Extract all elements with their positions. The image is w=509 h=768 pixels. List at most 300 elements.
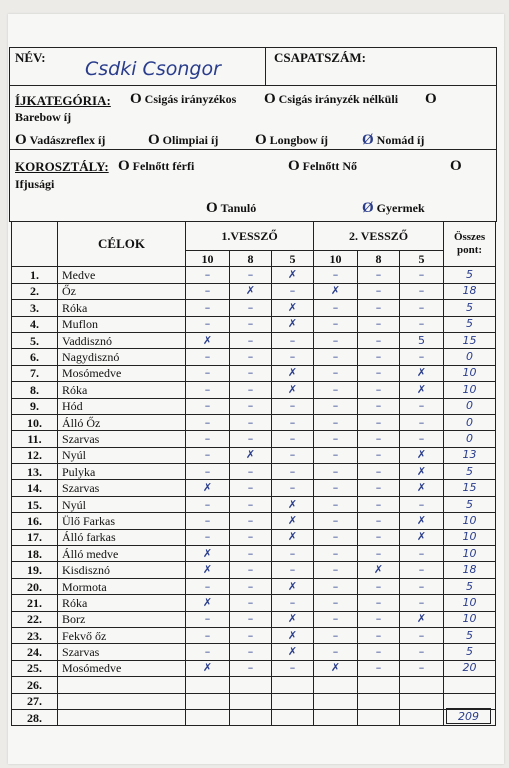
target-name: Kisdisznó xyxy=(58,562,186,578)
score-mark[interactable]: ✗ xyxy=(400,447,444,463)
score-mark[interactable]: – xyxy=(400,546,444,562)
row-total[interactable]: 5 xyxy=(444,316,496,332)
score-mark[interactable]: ✗ xyxy=(186,660,230,676)
score-mark[interactable]: – xyxy=(186,464,230,480)
score-mark[interactable]: ✗ xyxy=(400,365,444,381)
target-name: Álló farkas xyxy=(58,529,186,545)
row-number: 14. xyxy=(12,480,58,496)
row-total[interactable]: 15 xyxy=(444,332,496,348)
score-col-header: 10 xyxy=(186,251,230,267)
score-mark[interactable]: – xyxy=(314,464,358,480)
radio-circle: O xyxy=(450,158,462,174)
score-mark[interactable]: – xyxy=(230,267,272,283)
score-mark[interactable]: – xyxy=(230,595,272,611)
score-mark[interactable]: – xyxy=(230,349,272,365)
score-mark[interactable]: ✗ xyxy=(272,267,314,283)
score-mark[interactable]: – xyxy=(358,431,400,447)
score-mark[interactable]: ✗ xyxy=(230,283,272,299)
row-total[interactable]: 5 xyxy=(444,627,496,643)
score-mark[interactable]: – xyxy=(230,398,272,414)
score-mark[interactable] xyxy=(400,709,444,725)
table-row xyxy=(12,431,496,447)
score-mark[interactable]: – xyxy=(186,447,230,463)
score-mark[interactable]: – xyxy=(186,611,230,627)
score-mark[interactable]: ✗ xyxy=(400,513,444,529)
score-mark[interactable]: – xyxy=(272,398,314,414)
table-row xyxy=(12,464,496,480)
radio-circle: O xyxy=(206,200,218,216)
score-mark[interactable]: – xyxy=(230,464,272,480)
target-name xyxy=(58,693,186,709)
score-mark[interactable]: – xyxy=(186,627,230,643)
score-mark[interactable]: – xyxy=(272,480,314,496)
score-mark[interactable]: – xyxy=(186,513,230,529)
score-mark[interactable]: ✗ xyxy=(400,611,444,627)
score-mark[interactable]: – xyxy=(314,414,358,430)
score-mark[interactable] xyxy=(272,709,314,725)
row-total[interactable]: 5 xyxy=(444,464,496,480)
row-total[interactable]: 18 xyxy=(444,562,496,578)
score-mark[interactable]: – xyxy=(314,267,358,283)
row-number: 27. xyxy=(12,693,58,709)
row-total[interactable]: 15 xyxy=(444,480,496,496)
grand-total-box[interactable] xyxy=(446,708,491,724)
name-value[interactable]: Csdki Csongor xyxy=(85,58,221,80)
row-number: 23. xyxy=(12,627,58,643)
score-mark[interactable]: – xyxy=(186,529,230,545)
total-header-line1: Összes xyxy=(453,231,486,244)
grand-total: 209 xyxy=(458,710,479,723)
category-option-nomad[interactable]: Ø Nomád íj xyxy=(362,132,425,148)
row-total[interactable]: 0 xyxy=(444,431,496,447)
target-name: Mormota xyxy=(58,578,186,594)
arrow2-header: 2. VESSZŐ xyxy=(314,222,444,251)
score-mark[interactable]: – xyxy=(400,595,444,611)
team-label: CSAPATSZÁM: xyxy=(274,50,366,65)
score-mark[interactable] xyxy=(358,677,400,693)
radio-circle: O xyxy=(255,132,267,148)
score-mark[interactable]: ✗ xyxy=(400,480,444,496)
row-total[interactable]: 18 xyxy=(444,283,496,299)
score-mark[interactable]: – xyxy=(314,496,358,512)
score-mark[interactable]: ✗ xyxy=(272,611,314,627)
score-mark[interactable]: – xyxy=(400,267,444,283)
target-name: Vaddisznó xyxy=(58,332,186,348)
age-option-child[interactable]: Ø Gyermek xyxy=(362,200,425,216)
radio-circle: O xyxy=(118,158,130,174)
target-name xyxy=(58,709,186,725)
score-mark[interactable]: 5 xyxy=(400,332,444,348)
score-mark[interactable]: ✗ xyxy=(314,283,358,299)
score-mark[interactable]: – xyxy=(272,332,314,348)
category-option-olympic[interactable]: O Olimpiai íj xyxy=(148,132,219,148)
score-mark[interactable]: – xyxy=(314,365,358,381)
table-row xyxy=(12,644,496,660)
row-total[interactable]: 13 xyxy=(444,447,496,463)
table-row xyxy=(12,496,496,512)
row-total[interactable]: 10 xyxy=(444,513,496,529)
score-mark[interactable]: – xyxy=(358,365,400,381)
target-name: Róka xyxy=(58,595,186,611)
score-mark[interactable] xyxy=(314,709,358,725)
score-mark[interactable]: – xyxy=(358,316,400,332)
age-option-adult-female[interactable]: O Felnőtt Nő xyxy=(288,158,357,174)
score-mark[interactable]: – xyxy=(358,300,400,316)
score-mark[interactable]: ✗ xyxy=(186,562,230,578)
row-number: 8. xyxy=(12,382,58,398)
row-number: 2. xyxy=(12,283,58,299)
score-mark[interactable]: ✗ xyxy=(272,300,314,316)
score-mark[interactable] xyxy=(358,693,400,709)
row-total[interactable]: 10 xyxy=(444,546,496,562)
row-number: 22. xyxy=(12,611,58,627)
table-row xyxy=(12,332,496,348)
score-mark[interactable] xyxy=(272,677,314,693)
total-header xyxy=(444,222,496,267)
target-name xyxy=(58,677,186,693)
row-number: 3. xyxy=(12,300,58,316)
score-mark[interactable] xyxy=(400,693,444,709)
score-mark[interactable]: – xyxy=(272,546,314,562)
score-mark[interactable]: – xyxy=(314,398,358,414)
score-mark[interactable]: – xyxy=(272,283,314,299)
score-mark[interactable]: ✗ xyxy=(186,480,230,496)
row-total[interactable]: 10 xyxy=(444,382,496,398)
row-number: 4. xyxy=(12,316,58,332)
category-option-compound-sight[interactable]: O Csigás irányzékos xyxy=(130,91,237,107)
table-row xyxy=(12,709,496,725)
row-total[interactable] xyxy=(444,677,496,693)
target-name: Medve xyxy=(58,267,186,283)
age-option-junior: Ifjusági xyxy=(15,177,55,191)
score-mark[interactable]: – xyxy=(358,546,400,562)
score-mark[interactable]: – xyxy=(400,349,444,365)
score-mark[interactable]: ✗ xyxy=(358,562,400,578)
score-mark[interactable]: ✗ xyxy=(272,529,314,545)
score-mark[interactable]: – xyxy=(272,595,314,611)
score-mark[interactable]: – xyxy=(230,382,272,398)
score-mark[interactable]: – xyxy=(358,464,400,480)
score-mark[interactable]: – xyxy=(186,431,230,447)
target-name: Szarvas xyxy=(58,480,186,496)
score-mark[interactable]: – xyxy=(400,283,444,299)
row-number: 10. xyxy=(12,414,58,430)
score-mark[interactable]: – xyxy=(400,300,444,316)
row-number: 1. xyxy=(12,267,58,283)
radio-checked: Ø xyxy=(362,132,374,148)
score-mark[interactable]: ✗ xyxy=(314,660,358,676)
score-mark[interactable]: – xyxy=(272,431,314,447)
row-number: 26. xyxy=(12,677,58,693)
category-option-hunting[interactable]: O Vadászreflex íj xyxy=(15,132,106,148)
score-mark[interactable]: – xyxy=(230,431,272,447)
row-number: 21. xyxy=(12,595,58,611)
score-mark[interactable]: – xyxy=(314,529,358,545)
score-mark[interactable]: ✗ xyxy=(272,513,314,529)
score-mark[interactable]: – xyxy=(314,447,358,463)
score-mark[interactable]: – xyxy=(400,578,444,594)
score-mark[interactable]: – xyxy=(358,382,400,398)
score-mark[interactable]: – xyxy=(358,447,400,463)
score-mark[interactable]: ✗ xyxy=(272,365,314,381)
score-mark[interactable]: – xyxy=(230,300,272,316)
score-mark[interactable]: ✗ xyxy=(272,316,314,332)
row-number: 13. xyxy=(12,464,58,480)
score-mark[interactable]: – xyxy=(400,316,444,332)
age-option-adult-male[interactable]: O Felnőtt férfi xyxy=(118,158,195,174)
targets-header: CÉLOK xyxy=(58,222,186,267)
row-total[interactable]: 5 xyxy=(444,578,496,594)
table-row xyxy=(12,447,496,463)
score-mark[interactable]: ✗ xyxy=(186,595,230,611)
table-row xyxy=(12,267,496,283)
score-mark[interactable]: – xyxy=(230,611,272,627)
row-total[interactable] xyxy=(444,693,496,709)
row-total[interactable]: 5 xyxy=(444,644,496,660)
category-option-barebow-circle[interactable] xyxy=(425,91,440,108)
score-mark[interactable] xyxy=(230,693,272,709)
score-mark[interactable]: – xyxy=(272,414,314,430)
score-mark[interactable]: – xyxy=(358,480,400,496)
score-mark[interactable]: – xyxy=(230,414,272,430)
score-mark[interactable]: – xyxy=(314,644,358,660)
score-mark[interactable]: – xyxy=(358,595,400,611)
score-mark[interactable] xyxy=(314,677,358,693)
category-option-compound-nosight[interactable]: O Csigás irányzék nélküli xyxy=(264,91,399,107)
target-name: Álló medve xyxy=(58,546,186,562)
radio-circle: O xyxy=(425,91,437,107)
score-mark[interactable]: – xyxy=(314,431,358,447)
score-mark[interactable]: – xyxy=(314,513,358,529)
table-row xyxy=(12,513,496,529)
score-mark[interactable]: – xyxy=(358,513,400,529)
score-mark[interactable]: – xyxy=(230,365,272,381)
score-mark[interactable] xyxy=(314,693,358,709)
category-option-longbow[interactable]: O Longbow íj xyxy=(255,132,329,148)
total-header-line2: pont: xyxy=(457,244,483,257)
score-mark[interactable]: – xyxy=(186,398,230,414)
score-mark[interactable]: – xyxy=(314,578,358,594)
score-col-header: 5 xyxy=(272,251,314,267)
score-col-header: 10 xyxy=(314,251,358,267)
score-mark[interactable] xyxy=(186,709,230,725)
score-mark[interactable]: – xyxy=(272,447,314,463)
score-mark[interactable]: – xyxy=(358,414,400,430)
row-total[interactable]: 20 xyxy=(444,660,496,676)
score-mark[interactable]: – xyxy=(358,349,400,365)
score-mark[interactable]: – xyxy=(186,283,230,299)
score-mark[interactable] xyxy=(230,709,272,725)
score-mark[interactable]: – xyxy=(272,660,314,676)
score-mark[interactable]: – xyxy=(230,546,272,562)
row-number: 16. xyxy=(12,513,58,529)
target-name: Mosómedve xyxy=(58,365,186,381)
score-mark[interactable] xyxy=(186,677,230,693)
score-mark[interactable]: – xyxy=(230,578,272,594)
score-col-header: 8 xyxy=(230,251,272,267)
target-name: Ülő Farkas xyxy=(58,513,186,529)
target-name: Róka xyxy=(58,382,186,398)
target-name: Álló Őz xyxy=(58,414,186,430)
row-number: 17. xyxy=(12,529,58,545)
target-name: Pulyka xyxy=(58,464,186,480)
age-option-student[interactable]: O Tanuló xyxy=(206,200,257,216)
row-number: 28. xyxy=(12,709,58,725)
target-name: Nyúl xyxy=(58,447,186,463)
target-name: Muflon xyxy=(58,316,186,332)
score-mark[interactable]: – xyxy=(358,398,400,414)
score-mark[interactable]: – xyxy=(314,595,358,611)
score-mark[interactable]: – xyxy=(272,349,314,365)
score-mark[interactable]: – xyxy=(400,644,444,660)
score-mark[interactable]: – xyxy=(358,578,400,594)
score-mark[interactable] xyxy=(230,677,272,693)
row-total[interactable]: 10 xyxy=(444,529,496,545)
score-mark[interactable]: – xyxy=(314,332,358,348)
score-mark[interactable]: ✗ xyxy=(272,627,314,643)
score-mark[interactable]: – xyxy=(400,398,444,414)
score-mark[interactable]: – xyxy=(400,627,444,643)
row-number: 11. xyxy=(12,431,58,447)
target-name: Őz xyxy=(58,283,186,299)
score-mark[interactable]: ✗ xyxy=(272,644,314,660)
score-mark[interactable]: – xyxy=(358,332,400,348)
score-mark[interactable]: – xyxy=(186,414,230,430)
score-mark[interactable]: ✗ xyxy=(400,529,444,545)
score-mark[interactable]: – xyxy=(314,562,358,578)
score-mark[interactable]: ✗ xyxy=(186,332,230,348)
score-mark[interactable]: – xyxy=(272,464,314,480)
score-mark[interactable]: – xyxy=(230,562,272,578)
score-mark[interactable]: – xyxy=(358,627,400,643)
score-mark[interactable]: ✗ xyxy=(272,382,314,398)
score-mark[interactable]: ✗ xyxy=(186,546,230,562)
target-name: Róka xyxy=(58,300,186,316)
score-mark[interactable]: – xyxy=(230,660,272,676)
score-mark[interactable]: – xyxy=(314,546,358,562)
score-mark[interactable]: ✗ xyxy=(272,578,314,594)
table-row xyxy=(12,693,496,709)
score-mark[interactable]: – xyxy=(230,513,272,529)
score-mark[interactable]: – xyxy=(400,414,444,430)
score-mark[interactable]: – xyxy=(230,627,272,643)
score-mark[interactable]: – xyxy=(230,332,272,348)
score-mark[interactable]: – xyxy=(230,316,272,332)
score-mark[interactable]: – xyxy=(186,578,230,594)
score-mark[interactable]: – xyxy=(230,644,272,660)
radio-checked: Ø xyxy=(362,200,374,216)
score-mark[interactable]: ✗ xyxy=(272,496,314,512)
row-number: 5. xyxy=(12,332,58,348)
score-mark[interactable]: – xyxy=(314,300,358,316)
score-mark[interactable]: – xyxy=(358,660,400,676)
score-mark[interactable]: ✗ xyxy=(400,464,444,480)
row-number: 19. xyxy=(12,562,58,578)
row-total[interactable]: 5 xyxy=(444,496,496,512)
score-mark[interactable]: – xyxy=(400,562,444,578)
row-number: 7. xyxy=(12,365,58,381)
score-mark[interactable]: – xyxy=(186,496,230,512)
score-mark[interactable]: – xyxy=(186,644,230,660)
score-mark[interactable]: – xyxy=(186,300,230,316)
row-total[interactable]: 5 xyxy=(444,267,496,283)
radio-circle: O xyxy=(264,91,276,107)
score-mark[interactable]: – xyxy=(272,562,314,578)
score-mark[interactable] xyxy=(186,693,230,709)
radio-circle: O xyxy=(288,158,300,174)
name-label: NÉV: xyxy=(15,50,46,65)
header-blank xyxy=(12,222,58,267)
score-mark[interactable]: – xyxy=(358,496,400,512)
score-mark[interactable] xyxy=(400,677,444,693)
row-total[interactable]: 10 xyxy=(444,611,496,627)
score-mark[interactable] xyxy=(358,709,400,725)
target-name: Szarvas xyxy=(58,431,186,447)
header-box xyxy=(9,47,497,222)
score-mark[interactable]: – xyxy=(314,349,358,365)
score-mark[interactable]: ✗ xyxy=(230,447,272,463)
row-number: 18. xyxy=(12,546,58,562)
row-number: 6. xyxy=(12,349,58,365)
row-total[interactable]: 0 xyxy=(444,414,496,430)
score-mark[interactable]: – xyxy=(186,349,230,365)
score-mark[interactable]: – xyxy=(400,660,444,676)
row-total[interactable]: 10 xyxy=(444,595,496,611)
row-total[interactable]: 0 xyxy=(444,349,496,365)
score-mark[interactable]: – xyxy=(186,316,230,332)
table-row xyxy=(12,578,496,594)
table-row xyxy=(12,677,496,693)
score-mark[interactable]: – xyxy=(186,365,230,381)
score-mark[interactable]: – xyxy=(400,496,444,512)
table-row xyxy=(12,349,496,365)
table-row xyxy=(12,627,496,643)
score-mark[interactable]: – xyxy=(314,611,358,627)
score-mark[interactable]: – xyxy=(358,529,400,545)
category-option-barebow: Barebow íj xyxy=(15,110,72,124)
score-mark[interactable]: – xyxy=(230,529,272,545)
score-mark[interactable]: ✗ xyxy=(400,382,444,398)
age-option-junior-circle[interactable] xyxy=(450,158,465,175)
score-mark[interactable]: – xyxy=(314,480,358,496)
score-mark[interactable]: – xyxy=(186,382,230,398)
score-mark[interactable]: – xyxy=(314,382,358,398)
score-mark[interactable]: – xyxy=(230,480,272,496)
table-row xyxy=(12,414,496,430)
score-mark[interactable]: – xyxy=(358,283,400,299)
row-number: 25. xyxy=(12,660,58,676)
score-table xyxy=(11,221,496,726)
arrow1-header: 1.VESSZŐ xyxy=(186,222,314,251)
row-total[interactable]: 0 xyxy=(444,398,496,414)
score-mark[interactable]: – xyxy=(400,431,444,447)
score-mark[interactable] xyxy=(272,693,314,709)
row-number: 9. xyxy=(12,398,58,414)
score-mark[interactable]: – xyxy=(186,267,230,283)
row-total[interactable]: 10 xyxy=(444,365,496,381)
score-mark[interactable]: – xyxy=(314,316,358,332)
score-mark[interactable]: – xyxy=(230,496,272,512)
radio-circle: O xyxy=(148,132,160,148)
score-mark[interactable]: – xyxy=(358,267,400,283)
table-row xyxy=(12,595,496,611)
score-mark[interactable]: – xyxy=(358,644,400,660)
row-number: 12. xyxy=(12,447,58,463)
row-total[interactable]: 5 xyxy=(444,300,496,316)
radio-circle: O xyxy=(15,132,27,148)
score-mark[interactable]: – xyxy=(314,627,358,643)
score-mark[interactable]: – xyxy=(358,611,400,627)
